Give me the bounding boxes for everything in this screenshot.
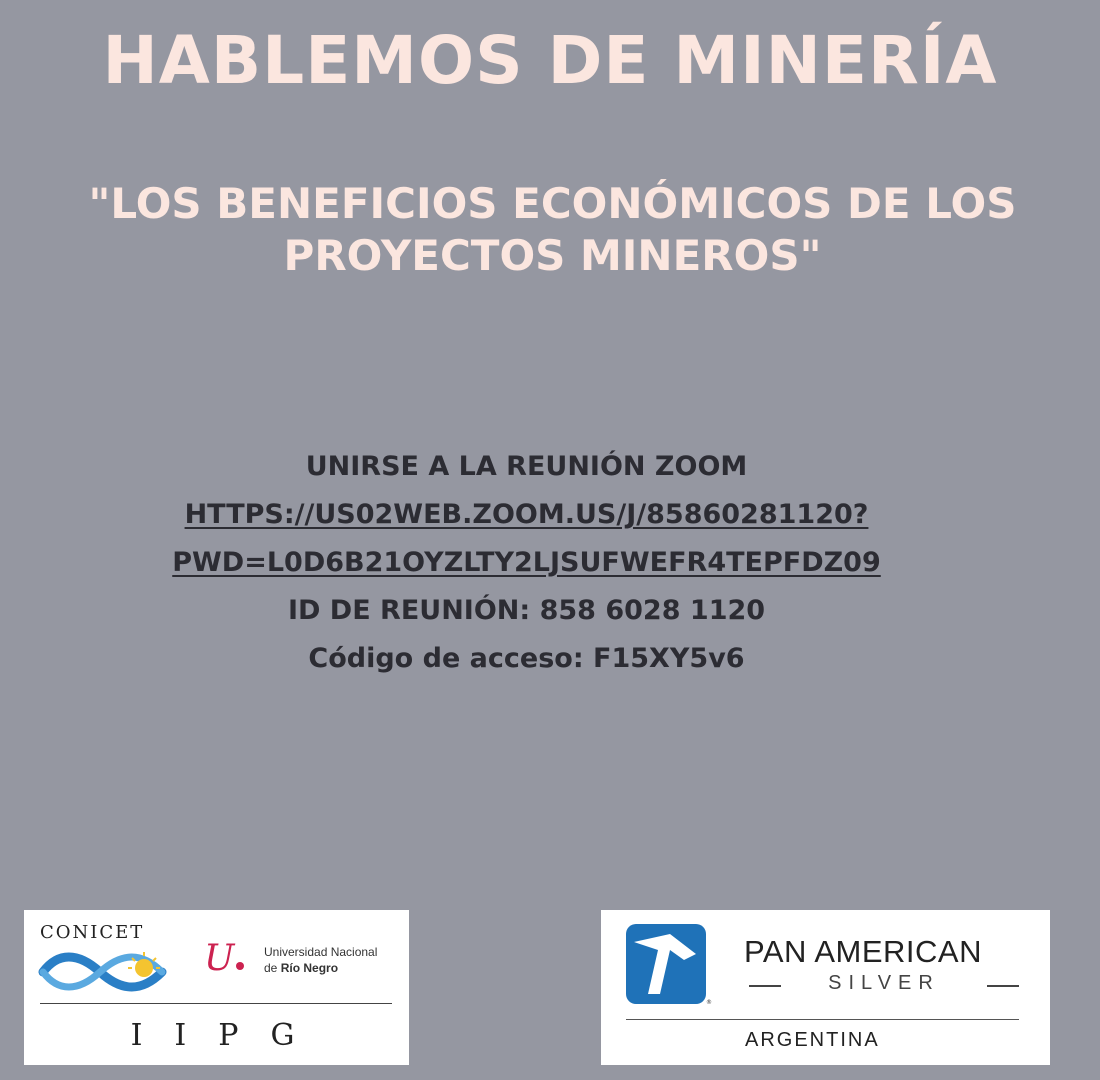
event-subtitle [30, 178, 1075, 282]
meeting-id: ID DE REUNIÓN: 858 6028 1120 [287, 595, 766, 626]
unrn-line-2-prefix: de [264, 961, 278, 975]
svg-text:®: ® [706, 999, 712, 1006]
access-code: Código de acceso: F15XY5v6 [308, 643, 745, 674]
conicet-logo-text: CONICET [40, 922, 145, 943]
pan-american-silver: SILVER [828, 972, 940, 994]
unrn-logo-dot [236, 962, 244, 970]
unrn-line-2-bold: Río Negro [280, 961, 339, 975]
unrn-line-2 [264, 960, 377, 976]
zoom-link-part-1[interactable]: HTTPS://US02WEB.ZOOM.US/J/85860281120? [184, 499, 869, 530]
pan-american-country: ARGENTINA [745, 1029, 880, 1051]
divider [626, 1019, 1019, 1020]
iipg-logo-text: IIPG [130, 1018, 327, 1053]
sponsor-logo [601, 910, 1050, 1065]
join-zoom-label: UNIRSE A LA REUNIÓN ZOOM [305, 451, 748, 482]
unrn-logo-icon: U [204, 938, 235, 979]
pan-american-name: PAN AMERICAN [744, 934, 982, 969]
unrn-line-1: Universidad Nacional [264, 945, 378, 959]
unrn-logo-text [264, 944, 377, 976]
silver-line-right [987, 985, 1019, 987]
subtitle-line-1: "LOS BENEFICIOS ECONÓMICOS DE LOS [88, 179, 1017, 228]
page-title: HABLEMOS DE MINERÍA [102, 22, 998, 99]
meeting-info [0, 443, 1053, 683]
divider [40, 1003, 392, 1004]
conicet-logo-icon [38, 946, 178, 996]
pan-american-logo-icon [626, 924, 710, 1006]
subtitle-line-2: PROYECTOS MINEROS" [283, 231, 822, 280]
institution-logos [24, 910, 409, 1065]
zoom-link-part-2[interactable]: PWD=L0D6B21OYZLTY2LJSUFWEFR4TEPFDZ09 [172, 547, 881, 578]
